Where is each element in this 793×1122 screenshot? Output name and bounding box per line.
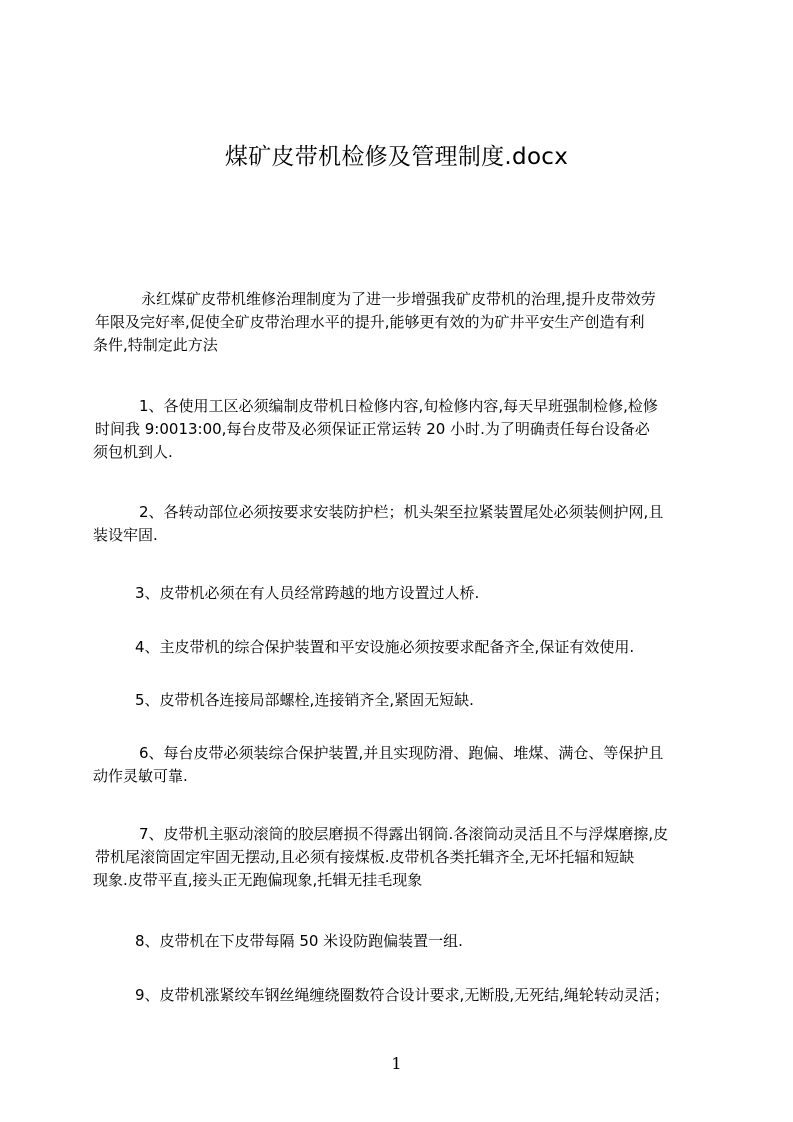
paragraph-line: 时间我 9:0013:00,每台皮带及必须保证正常运转 20 小时.为了明确责任每台设备必: [95, 420, 650, 438]
paragraph-line: 现象.皮带平直,接头正无跑偏现象,托辑无挂毛现象: [93, 871, 423, 889]
paragraph-item-7: [93, 823, 705, 892]
paragraph-item-3: [93, 582, 705, 605]
paragraph-item-9: [93, 984, 705, 1007]
paragraph-line: 须包机到人.: [93, 443, 173, 461]
paragraph-item-8: [93, 930, 705, 953]
paragraph-item-4: [93, 636, 705, 659]
paragraph-line: 永红煤矿皮带机维修治理制度为了进一步增强我矿皮带机的治理,提升皮带效劳: [141, 290, 656, 308]
paragraph-line: 1、各使用工区必须编制皮带机日检修内容,旬检修内容,每天早班强制检修,检修: [139, 397, 658, 415]
paragraph-line: 2、各转动部位必须按要求安装防护栏；机头架至拉紧装置尾处必须装侧护网,且: [139, 503, 664, 521]
paragraph-line: 年限及完好率,促使全矿皮带治理水平的提升,能够更有效的为矿井平安生产创造有利: [95, 313, 645, 331]
paragraph-item-1: [93, 395, 705, 464]
page-number: 1: [391, 1054, 402, 1073]
paragraph-line: 带机尾滚筒固定牢固无摆动,且必须有接煤板.皮带机各类托辑齐全,无坏托辐和短缺: [95, 848, 635, 866]
paragraph-line: 5、皮带机各连接局部螺栓,连接销齐全,紧固无短缺.: [135, 691, 474, 709]
paragraph-intro: [93, 288, 705, 357]
paragraph-line: 6、每台皮带必须装综合保护装置,并且实现防滑、跑偏、堆煤、满仓、等保护且: [139, 744, 664, 762]
paragraph-line: 8、皮带机在下皮带每隔 50 米设防跑偏装置一组.: [135, 932, 463, 950]
paragraph-item-5: [93, 689, 705, 712]
paragraph-line: 9、皮带机涨紧绞车钢丝绳缠绕圈数符合设计要求,无断股,无死结,绳轮转动灵活；: [135, 986, 669, 1004]
paragraph-line: 条件,特制定此方法: [93, 336, 218, 354]
paragraph-line: 装设牢固.: [93, 526, 158, 544]
paragraph-line: 动作灵敏可靠.: [93, 767, 188, 785]
paragraph-line: 4、主皮带机的综合保护装置和平安设施必须按要求配备齐全,保证有效使用.: [135, 638, 635, 656]
paragraph-item-2: [93, 501, 705, 547]
document-title: 煤矿皮带机检修及管理制度.docx: [224, 144, 569, 170]
paragraph-line: 3、皮带机必须在有人员经常跨越的地方设置过人桥.: [135, 584, 480, 602]
paragraph-item-6: [93, 742, 705, 788]
paragraph-line: 7、皮带机主驱动滚筒的胶层磨损不得露出钢筒.各滚筒动灵活且不与浮煤磨擦,皮: [139, 825, 669, 843]
